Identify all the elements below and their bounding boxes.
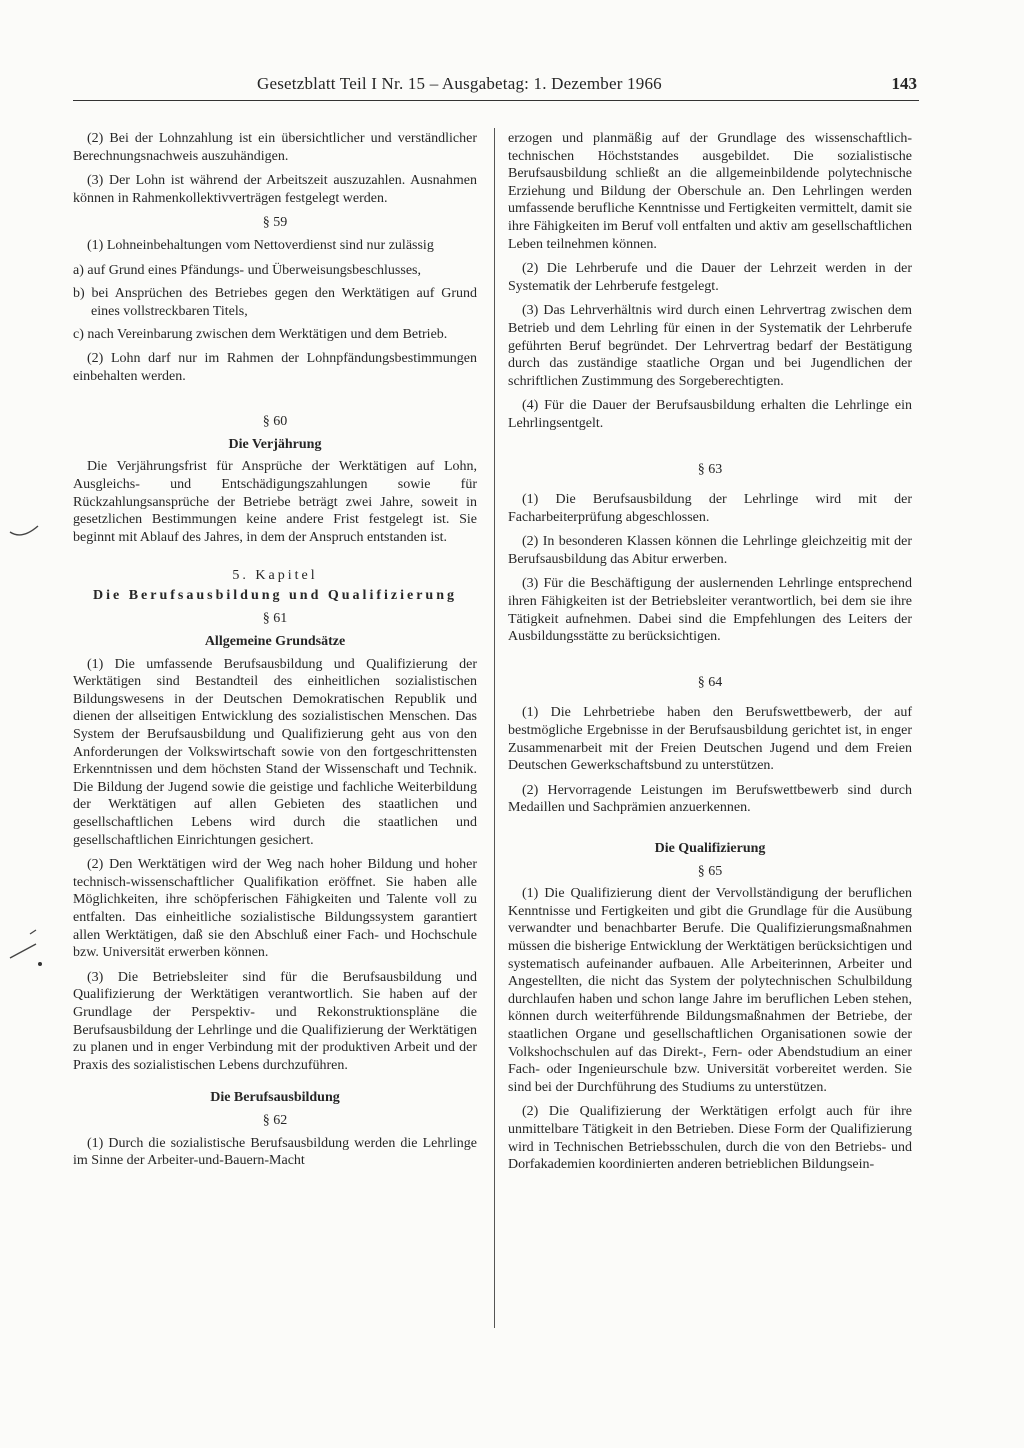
paragraph: (4) Für die Dauer der Berufsausbildung erhalten die Lehrlinge ein Lehrlingsentgelt. (508, 398, 912, 431)
list-item: a) auf Grund eines Pfändungs- und Überweisungsbeschlusses, (73, 262, 421, 278)
paragraph: (2) In besonderen Klassen können die Lehrlinge gleichzeitig mit der Berufsausbildung das Abitur erwerben. (508, 534, 912, 567)
section-number: § 65 (697, 863, 723, 879)
margin-pencil-mark (4, 928, 44, 968)
page-header (73, 70, 919, 100)
header-title: Gesetzblatt Teil I Nr. 15 – Ausgabetag: 1. Dezember 1966 (257, 74, 662, 93)
page-number: 143 (891, 74, 917, 93)
section-heading: Allgemeine Grundsätze (204, 634, 346, 650)
paragraph: (1) Lohneinbehaltungen vom Nettoverdienst sind nur zulässig (87, 237, 434, 253)
chapter-title: Die Berufsausbildung und Qualifizierung (92, 587, 457, 603)
paragraph: (2) Lohn darf nur im Rahmen der Lohnpfändungsbestimmungen einbehalten werden. (73, 350, 477, 384)
paragraph: (1) Die umfassende Berufsausbildung und Qualifizierung der Werktätigen sind Bestandteil des einheitlichen sozialistischen Bildungswesens in der Deutschen Demokratischen Republik und dienen der allseitigen Entwicklung des sozialistischen Menschen. Das System der Berufsausbildung und Qualifizierung geht aus von den Anforderungen der Volkswirtschaft sowie von den fortgeschrittensten Erkenntnissen und dem höchsten Stand der Wissenschaft und Technik. Die Bildung der Jugend sowie die geistige und fachliche Weiterbildung der Werktätigen auf allen Gebieten des staatlichen und gesellschaftlichen Lebens wird durch die staatlichen und gesellschaftlichen Einrichtungen gesichert. (73, 656, 477, 848)
right-column (508, 130, 912, 1181)
paragraph: Die Verjährungsfrist für Ansprüche der Werktätigen auf Lohn, Ausgleichs- und Entschädigungszahlungen sowie für Rückzahlungsansprüche der Betriebe beträgt zwei Jahre, soweit in gesetzlichen Bestimmungen keine andere Frist festgelegt ist. Sie beginnt mit Ablauf des Jahres, in dem der Anspruch entstanden ist. (73, 459, 477, 545)
chapter-number: 5. Kapitel (232, 568, 318, 584)
paragraph: (2) Die Lehrberufe und die Dauer der Lehrzeit werden in der Systematik der Lehrberufe festgelegt. (508, 261, 912, 294)
list-item: b) bei Ansprüchen des Betriebes gegen den Werktätigen auf Grund eines vollstreckbaren Titels, (73, 286, 477, 319)
section-number: § 61 (262, 611, 288, 627)
section-number: § 62 (262, 1112, 288, 1128)
paragraph: (3) Für die Beschäftigung der auslernenden Lehrlinge entsprechend ihren Fähigkeiten ist der Betriebsleiter verantwortlich, bei dem sie ihre Tätigkeit aufnehmen. Dabei sind die Empfehlungen des Leiters der Ausbildungsstätte zu berücksichtigen. (508, 576, 912, 645)
header-rule (73, 100, 919, 101)
section-heading: Die Verjährung (228, 436, 322, 452)
paragraph: (1) Die Lehrbetriebe haben den Berufswettbewerb, der auf bestmögliche Ergebnisse in der Berufsausbildung gerichtet ist, in enger Zusammenarbeit mit der Freien Deutschen Jugend und dem Freien Deutschen Gewerkschaftsbund zu unterstützen. (508, 705, 912, 774)
paragraph: (2) Bei der Lohnzahlung ist ein übersichtlicher und verständlicher Berechnungsnachweis auszuhändigen. (73, 131, 477, 164)
section-heading: Die Qualifizierung (654, 841, 766, 856)
column-divider (494, 128, 495, 1328)
section-number: § 60 (262, 414, 288, 430)
paragraph: (1) Die Qualifizierung dient der Vervollständigung der beruflichen Kenntnisse und Fertigkeiten und gibt die Grundlage für die Ausübung verwandter und benachbarter Berufe. Die Qualifizierungsmaßnahmen müssen die bisherige Entwicklung der Werktätigen berücksichtigen und systematisch aufeinander aufbauen. Alle Arbeiterinnen, Arbeiter und Angestellten, die nicht das System der polytechnischen Schulbildung durchlaufen haben und schon lange Jahre im beruflichen Leben stehen, können durch weiterführende Bildungsmaßnahmen der Betriebe, der staatlichen Organe und gesellschaftlichen Organisationen sowie der Volkshochschulen auf das Direkt-, Fern- oder Abendstudium an einer Fach- oder Ingenieurschule bzw. Universität vorbereitet werden. Sie sind bei der Durchführung des Studiums zu unterstützen. (508, 886, 912, 1095)
section-number: § 64 (697, 674, 723, 690)
margin-pencil-mark (4, 518, 44, 558)
paragraph: (3) Die Betriebsleiter sind für die Berufsausbildung und Qualifizierung der Werktätigen verantwortlich. Sie haben auf der Grundlage der Perspektiv- und Rekonstruktionspläne die Berufsausbildung der Lehrlinge und die Qualifizierung der Werktätigen zu planen und in enger Verbindung mit der produktiven Arbeit und der Praxis des sozialistischen Lebens durchzuführen. (73, 969, 477, 1073)
section-number: § 63 (697, 461, 723, 477)
paragraph: (3) Der Lohn ist während der Arbeitszeit auszuzahlen. Ausnahmen können in Rahmenkollektivverträgen festgelegt werden. (73, 173, 477, 206)
paragraph: (2) Die Qualifizierung der Werktätigen erfolgt auch für ihre unmittelbare Tätigkeit in den Betrieben. Diese Form der Qualifizierung wird in Technischen Betriebsschulen, durch die von den Betriebs- und Dorfakademien koordinierten anderen betrieblichen Bildungsein- (508, 1104, 912, 1173)
paragraph: (2) Hervorragende Leistungen im Berufswettbewerb sind durch Medaillen und Sachprämien anzuerkennen. (508, 782, 912, 816)
section-heading: Die Berufsausbildung (210, 1090, 340, 1106)
paragraph: (3) Das Lehrverhältnis wird durch einen Lehrvertrag zwischen dem Betrieb und dem Lehrling für einen in der Systematik der Lehrberufe geführten Beruf begründet. Der Lehrvertrag bedarf der Bestätigung durch das zuständige staatliche Organ und bei Jugendlichen der schriftlichen Zustimmung des Sorgeberechtigten. (508, 303, 912, 389)
section-number: § 59 (262, 215, 288, 231)
paragraph: erzogen und planmäßig auf der Grundlage des wissenschaftlich-technischen Höchststandes ausgebildet. Die sozialistische Berufsausbildung schließt an die allgemeinbildende polytechnische Erziehung und Bildung der Oberschule an. Den Lehrlingen werden umfassende berufliche Kenntnisse und Fertigkeiten vermittelt, damit sie ihre Fähigkeiten im Beruf voll entfalten und aktiv am gesellschaftlichen Leben teilnehmen können. (508, 131, 912, 252)
left-column (73, 130, 477, 1177)
paragraph: (2) Den Werktätigen wird der Weg nach hoher Bildung und hoher technisch-wissenschaftlicher Qualifikation eröffnet. Sie haben alle Möglichkeiten, ihre schöpferischen Fähigkeiten und Talente voll zu entfalten. Das einheitliche sozialistische Bildungssystem garantiert allen Werktätigen, daß sie den Abschluß einer Fach- und Hochschule bzw. Universität erwerben können. (73, 857, 477, 961)
list-item: c) nach Vereinbarung zwischen dem Werktätigen und dem Betrieb. (73, 327, 448, 343)
paragraph: (1) Die Berufsausbildung der Lehrlinge wird mit der Facharbeiterprüfung abgeschlossen. (508, 492, 912, 525)
paragraph: (1) Durch die sozialistische Berufsausbildung werden die Lehrlinge im Sinne der Arbeiter-und-Bauern-Macht (73, 1135, 477, 1169)
